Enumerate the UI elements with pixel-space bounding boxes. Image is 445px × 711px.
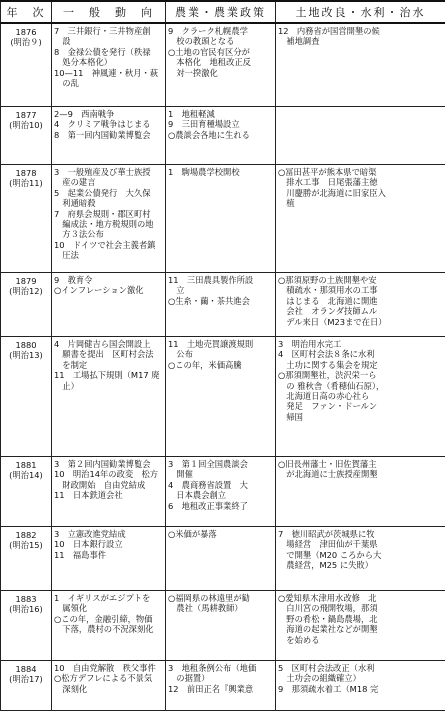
entry-line: 11 土地売買譲渡規則: [168, 339, 273, 349]
year-label: (明治９): [1, 37, 51, 47]
entry-line: 2—9 西南戦争: [54, 109, 163, 119]
entry-line: 1 駒場農学校開校: [168, 167, 273, 177]
entry-line: 12 前田正名『興業意: [168, 684, 273, 694]
general-cell: [52, 23, 166, 107]
general-cell: [52, 337, 166, 457]
entry-line: 4 農商務省設置 大: [168, 480, 273, 490]
entry-line: はじまる 北海道に開進: [278, 296, 443, 306]
entry-line: 願書を提出 区町村会法: [54, 349, 163, 359]
agri-cell: [166, 457, 276, 527]
entry-line: 3 地租条例公布（地価: [168, 663, 273, 673]
entry-line: 3 明治用水完工: [278, 339, 443, 349]
year-label: (明治16): [1, 604, 51, 614]
entry-line: 設: [54, 36, 163, 46]
entry-line: 8 金禄公債を発行（秩禄: [54, 47, 163, 57]
entry-line: 9 三田育種場設立: [168, 119, 273, 129]
year-label: 1880: [1, 340, 51, 350]
year-cell: [1, 337, 52, 457]
entry-line: 日本農会創立: [168, 490, 273, 500]
entry-line: 止）: [54, 381, 163, 391]
year-label: (明治12): [1, 286, 51, 296]
table-row: [1, 661, 445, 711]
entry-line: 農社（馬耕教師）: [168, 603, 273, 613]
entry-line: 10 自由党解散 秩父事件: [54, 663, 163, 673]
entry-line: 9 那須疏水着工（M18 完: [278, 684, 443, 694]
general-cell: [52, 457, 166, 527]
entry-line: 発足 ファン・ドールン: [278, 401, 443, 411]
year-label: (明治14): [1, 470, 51, 480]
entry-line: 9 教育令: [54, 275, 163, 285]
year-cell: [1, 273, 52, 337]
entry-line: 本格化 地租改正反: [168, 57, 273, 67]
entry-line: 3 第２回内国勧業博覧会: [54, 459, 163, 469]
header-land-water: 土地改良・水利・治水: [276, 1, 445, 23]
entry-line: ○農談会各地に生れる: [168, 130, 273, 140]
entry-line: ○インフレーション激化: [54, 285, 163, 295]
agri-cell: [166, 591, 276, 661]
entry-line: 11 工場払下規則（M17 廃: [54, 370, 163, 380]
agri-cell: [166, 527, 276, 591]
entry-line: ○松方デフレによる不景気: [54, 673, 163, 683]
entry-line: 白川宮の飛開牧場，那須: [278, 603, 443, 613]
agri-cell: [166, 337, 276, 457]
entry-line: 財政開始 自由党結成: [54, 480, 163, 490]
year-cell: [1, 107, 52, 165]
entry-line: 植: [278, 198, 443, 208]
entry-line: 開催: [168, 469, 273, 479]
entry-line: 9 クラーク札幌農学: [168, 26, 273, 36]
year-label: 1881: [1, 460, 51, 470]
entry-line: 3 第１回全国農談会: [168, 459, 273, 469]
land-cell: [276, 527, 445, 591]
year-cell: [1, 661, 52, 711]
table-row: [1, 527, 445, 591]
entry-line: 会社 オランダ技師ムル: [278, 306, 443, 316]
entry-line: 10 明治14年の政変 松方: [54, 469, 163, 479]
agri-cell: [166, 273, 276, 337]
entry-line: 産の建言: [54, 177, 163, 187]
table-row: [1, 457, 445, 527]
entry-line: 7 徳川昭武が茨城県に牧: [278, 529, 443, 539]
entry-line: 10 ドイツで社会主義者鎮: [54, 240, 163, 250]
entry-line: 対一揆激化: [168, 68, 273, 78]
header-agriculture: 農業・農業政策: [166, 1, 276, 23]
entry-line: 8 第一回内国勧業博覧会: [54, 130, 163, 140]
year-label: 1882: [1, 530, 51, 540]
entry-line: 土功会の組織確立）: [278, 673, 443, 683]
entry-line: 場経営 津田仙が千葉県: [278, 539, 443, 549]
land-cell: [276, 107, 445, 165]
year-cell: [1, 457, 52, 527]
entry-line: 10—11 神風連・秋月・萩: [54, 68, 163, 78]
general-cell: [52, 661, 166, 711]
land-cell: [276, 591, 445, 661]
entry-line: ○この年，米価高騰: [168, 360, 273, 370]
entry-line: 編成法・地方税規則の地: [54, 219, 163, 229]
year-label: 1878: [1, 168, 51, 178]
year-cell: [1, 527, 52, 591]
table-row: [1, 273, 445, 337]
land-cell: [276, 23, 445, 107]
land-cell: [276, 273, 445, 337]
entry-line: 11 福島事件: [54, 550, 163, 560]
year-label: 1877: [1, 110, 51, 120]
entry-line: 7 三井銀行・三井物産創: [54, 26, 163, 36]
entry-line: 11 日本鉄道会社: [54, 490, 163, 500]
entry-line: 7 府県会規則・郡区町村: [54, 209, 163, 219]
entry-line: 公布: [168, 349, 273, 359]
land-cell: [276, 457, 445, 527]
agri-cell: [166, 23, 276, 107]
header-row: [1, 1, 445, 23]
year-cell: [1, 165, 52, 273]
general-cell: [52, 591, 166, 661]
entry-line: で開墾（M20 ころから大: [278, 550, 443, 560]
year-label: (明治10): [1, 120, 51, 130]
entry-line: 立: [168, 285, 273, 295]
entry-line: ○旧長州藩士・旧佐賀藩主: [278, 459, 443, 469]
general-cell: [52, 273, 166, 337]
entry-line: 農経営，M25 に失敗）: [278, 560, 443, 570]
year-label: (明治13): [1, 350, 51, 360]
year-label: 1883: [1, 594, 51, 604]
entry-line: 深刻化: [54, 684, 163, 694]
entry-line: 4 クリミア戦争はじまる: [54, 119, 163, 129]
entry-line: 4 片岡健吉ら国会開設上: [54, 339, 163, 349]
table-row: [1, 591, 445, 661]
entry-line: ○米価が暴落: [168, 529, 273, 539]
entry-line: ○生糸・繭・茶共進会: [168, 296, 273, 306]
entry-line: の据置）: [168, 673, 273, 683]
entry-line: ○愛知県木津用水改修 北: [278, 593, 443, 603]
entry-line: 5 区町村会法改正（水利: [278, 663, 443, 673]
year-label: 1879: [1, 276, 51, 286]
entry-line: 積疏水・那須用水の工事: [278, 285, 443, 295]
agri-cell: [166, 165, 276, 273]
entry-line: 利通暗殺: [54, 198, 163, 208]
entry-line: 6 地租改正事業終了: [168, 501, 273, 511]
year-label: (明治15): [1, 540, 51, 550]
entry-line: ○土地の官民有区分が: [168, 47, 273, 57]
land-cell: [276, 661, 445, 711]
general-cell: [52, 527, 166, 591]
entry-line: 海道の起業社などが開墾: [278, 624, 443, 634]
entry-line: の乱: [54, 78, 163, 88]
table-row: [1, 165, 445, 273]
entry-line: 土功に関する集会を規定: [278, 360, 443, 370]
entry-line: 1 地租軽減: [168, 109, 273, 119]
header-year: 年 次: [1, 1, 52, 23]
entry-line: 補地調査: [278, 36, 443, 46]
land-cell: [276, 165, 445, 273]
entry-line: 方３法公布: [54, 229, 163, 239]
entry-line: 属領化: [54, 603, 163, 613]
year-label: 1876: [1, 27, 51, 37]
general-cell: [52, 165, 166, 273]
entry-line: ○福岡県の林遠里が勧: [168, 593, 273, 603]
entry-line: 12 内務省が国営開墾の候: [278, 26, 443, 36]
table-row: [1, 107, 445, 165]
entry-line: 3 一般殖産及び華士族授: [54, 167, 163, 177]
agri-cell: [166, 661, 276, 711]
entry-line: を始める: [278, 635, 443, 645]
entry-line: 10 日本銀行設立: [54, 539, 163, 549]
entry-line: ○那須原野の土族開墾や安: [278, 275, 443, 285]
entry-line: 野の肴松・鍋島農場，北: [278, 614, 443, 624]
year-label: (明治17): [1, 674, 51, 684]
entry-line: 4 区町村会法８条に水利: [278, 349, 443, 359]
entry-line: の 雅秋舎（肴穂仙石原），: [278, 381, 443, 391]
year-label: (明治11): [1, 178, 51, 188]
entry-line: 3 立憲改進党結成: [54, 529, 163, 539]
entry-line: を制定: [54, 360, 163, 370]
entry-line: デル来日（M23まで在日）: [278, 317, 443, 327]
year-cell: [1, 23, 52, 107]
general-cell: [52, 107, 166, 165]
entry-line: 校の教頭となる: [168, 36, 273, 46]
year-cell: [1, 591, 52, 661]
entry-line: 1 イギリスがエジプトを: [54, 593, 163, 603]
entry-line: 帰国: [278, 412, 443, 422]
table-row: [1, 337, 445, 457]
year-label: 1884: [1, 664, 51, 674]
entry-line: 川慶勝が北海道に旧家臣入: [278, 188, 443, 198]
entry-line: 11 三田農具製作所設: [168, 275, 273, 285]
land-cell: [276, 337, 445, 457]
entry-line: 排水工事 日尾張藩主徳: [278, 177, 443, 187]
entry-line: 圧法: [54, 250, 163, 260]
entry-line: 下落，農村の不況深刻化: [54, 624, 163, 634]
agri-cell: [166, 107, 276, 165]
entry-line: ○冨田甚平が熊本県で暗渠: [278, 167, 443, 177]
entry-line: ○この年，金融引締，物価: [54, 614, 163, 624]
entry-line: 5 起業公債発行 大久保: [54, 188, 163, 198]
table-row: [1, 23, 445, 107]
header-general-trends: 一 般 動 向: [52, 1, 166, 23]
entry-line: ○那須開墾社，渋沢栄一ら: [278, 370, 443, 380]
entry-line: 処分本格化）: [54, 57, 163, 67]
entry-line: が北海道に士族授産開墾: [278, 469, 443, 479]
entry-line: 北海道日高の赤心社ら: [278, 391, 443, 401]
